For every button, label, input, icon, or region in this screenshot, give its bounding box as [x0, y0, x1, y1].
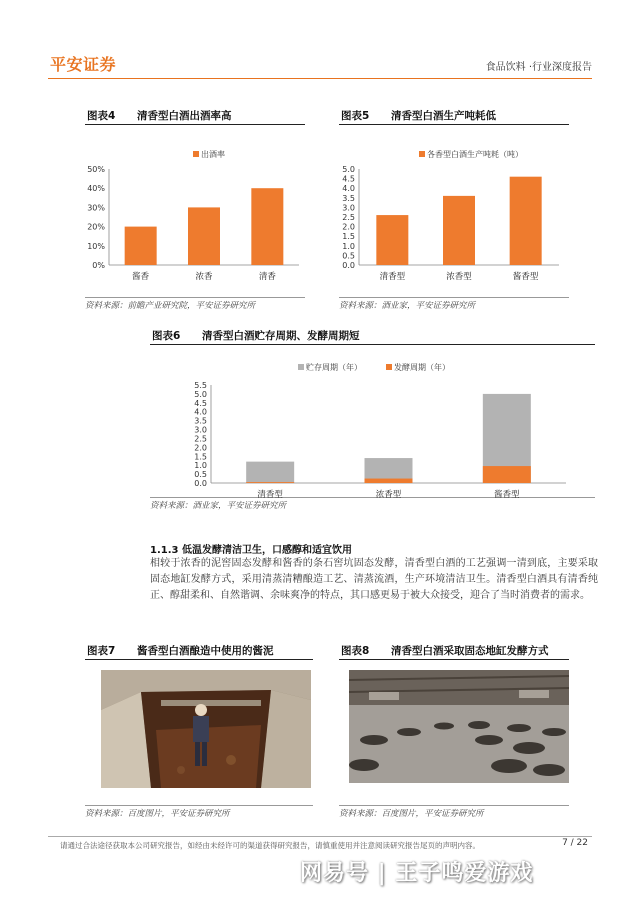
fermentation-vat-hall-photo: [349, 670, 569, 783]
y-tick-label: 2.0: [342, 222, 355, 232]
y-tick-label: 1.0: [194, 461, 207, 471]
y-tick-label: 0.0: [194, 479, 207, 488]
y-tick-label: 2.0: [194, 443, 207, 453]
figure-4: [85, 108, 305, 312]
y-tick-label: 2.5: [194, 434, 207, 444]
brand-logo: 平安证券: [50, 55, 117, 74]
figure-4-title: [85, 108, 305, 125]
y-tick-label: 0%: [92, 261, 105, 270]
figure-7-number: 图表7: [87, 645, 116, 657]
header-divider: [48, 78, 592, 79]
x-tick-label: 酱香: [132, 272, 150, 282]
y-tick-label: 5.5: [194, 381, 207, 390]
figure-8-title: [339, 643, 569, 660]
figure-5-number: 图表5: [341, 110, 370, 122]
report-category: 食品饮料 ·行业深度报告: [485, 62, 592, 73]
section-paragraph: 相较于浓香的泥窖固态发酵和酱香的条石窖坑固态发酵，清香型白酒的工艺强调一清到底，主要采取固态地缸发酵方式，采用清蒸清糟酿造工艺、清蒸流酒，生产环境清洁卫生。清香型白酒具有清香纯正、醇甜柔和、自然谐调、余味爽净的特点，其口感更易于被大众接受，迎合了当时消费者的需求。: [150, 558, 598, 601]
y-tick-label: 4.5: [194, 398, 207, 408]
y-tick-label: 3.5: [194, 416, 207, 426]
y-tick-label: 4.0: [342, 184, 355, 194]
figure-6-caption: 清香型白酒贮存周期、发酵周期短: [202, 330, 360, 342]
y-tick-label: 4.5: [342, 174, 355, 184]
figure-6-source-text: 酒业家，平安证券研究所: [192, 501, 287, 511]
figure-5-chart: [339, 125, 569, 293]
legend-label: 发酵周期（年）: [394, 363, 450, 372]
soy-mud-pit-photo: [101, 670, 311, 788]
y-tick-label: 5.0: [342, 165, 355, 174]
section-heading: 1.1.3 低温发酵清洁卫生，口感醇和适宜饮用: [150, 545, 352, 556]
bar: [125, 227, 157, 265]
figure-7-caption: 酱香型白酒酿造中使用的酱泥: [137, 645, 274, 657]
figure-6: [150, 328, 595, 512]
figure-5-source: [339, 297, 569, 312]
bar: [251, 188, 283, 265]
y-tick-label: 2.5: [342, 213, 355, 222]
y-tick-label: 1.5: [194, 452, 207, 462]
y-tick-label: 3.0: [342, 203, 355, 213]
figure-7-source: [85, 805, 313, 820]
figure-5-source-text: 酒业家，平安证券研究所: [381, 301, 476, 311]
figure-8-source: [339, 805, 569, 820]
y-tick-label: 1.5: [342, 232, 355, 242]
y-tick-label: 10%: [87, 241, 105, 251]
figure-5-title: [339, 108, 569, 125]
figure-8: [339, 643, 569, 820]
bar: [246, 482, 294, 483]
bar: [365, 479, 413, 483]
x-tick-label: 酱香型: [512, 272, 539, 282]
y-tick-label: 5.0: [194, 389, 207, 399]
figure-6-chart: [150, 345, 595, 500]
legend-label: 贮存周期（年）: [306, 363, 362, 372]
x-tick-label: 浓香型: [375, 490, 402, 500]
figure-8-source-label: 资料来源：: [339, 809, 382, 819]
legend-label: 出酒率: [201, 150, 225, 159]
y-tick-label: 3.5: [342, 193, 355, 203]
figure-7-source-text: 百度图片，平安证券研究所: [127, 809, 230, 819]
figure-4-source-text: 前瞻产业研究院，平安证券研究所: [127, 301, 256, 311]
y-tick-label: 0.5: [194, 470, 207, 480]
legend-swatch: [419, 151, 425, 157]
bar: [246, 462, 294, 483]
figure-6-title: [150, 328, 595, 345]
bar: [443, 196, 475, 265]
x-tick-label: 清香型: [379, 272, 406, 282]
legend-swatch: [193, 151, 199, 157]
figure-5-source-label: 资料来源：: [339, 301, 382, 311]
page-number: 7 / 22: [562, 838, 588, 848]
figure-6-number: 图表6: [152, 330, 181, 342]
legend-label: 各香型白酒生产吨耗（吨）: [427, 150, 523, 159]
figure-8-caption: 清香型白酒采取固态地缸发酵方式: [391, 645, 549, 657]
figure-8-source-text: 百度图片，平安证券研究所: [381, 809, 484, 819]
legend-swatch: [298, 364, 304, 370]
figure-7-title: [85, 643, 313, 660]
y-tick-label: 20%: [87, 222, 105, 232]
figure-8-number: 图表8: [341, 645, 370, 657]
y-tick-label: 3.0: [194, 425, 207, 435]
y-tick-label: 1.0: [342, 241, 355, 251]
figure-7: [85, 643, 313, 820]
figure-6-source-label: 资料来源：: [150, 501, 193, 511]
footer-disclaimer: 请通过合法途径获取本公司研究报告，如经由未经许可的渠道获得研究报告，请慎重使用并注意阅读研究报告尾页的声明内容。: [60, 841, 480, 850]
figure-5: [339, 108, 569, 312]
figure-6-source: [150, 497, 595, 512]
y-tick-label: 4.0: [194, 407, 207, 417]
figure-4-chart: [85, 125, 305, 293]
bar: [376, 215, 408, 265]
bar: [510, 177, 542, 265]
bar: [188, 207, 220, 265]
figure-4-number: 图表4: [87, 110, 116, 122]
x-tick-label: 浓香: [195, 272, 213, 282]
y-tick-label: 0.0: [342, 261, 355, 270]
y-tick-label: 0.5: [342, 251, 355, 261]
bar: [483, 466, 531, 483]
figure-4-caption: 清香型白酒出酒率高: [137, 110, 232, 122]
figure-4-source: [85, 297, 305, 312]
x-tick-label: 浓香型: [446, 272, 472, 282]
x-tick-label: 酱香型: [494, 490, 520, 500]
x-tick-label: 清香型: [257, 490, 283, 500]
y-tick-label: 30%: [87, 203, 105, 213]
footer-divider: [48, 836, 592, 837]
legend-swatch: [386, 364, 392, 370]
watermark: 网易号 | 王子鸣爱游戏: [300, 861, 534, 886]
figure-7-source-label: 资料来源：: [85, 809, 128, 819]
y-tick-label: 50%: [87, 165, 105, 174]
figure-4-source-label: 资料来源：: [85, 301, 128, 311]
y-tick-label: 40%: [87, 184, 105, 194]
figure-5-caption: 清香型白酒生产吨耗低: [391, 110, 496, 122]
x-tick-label: 清香: [258, 272, 276, 282]
